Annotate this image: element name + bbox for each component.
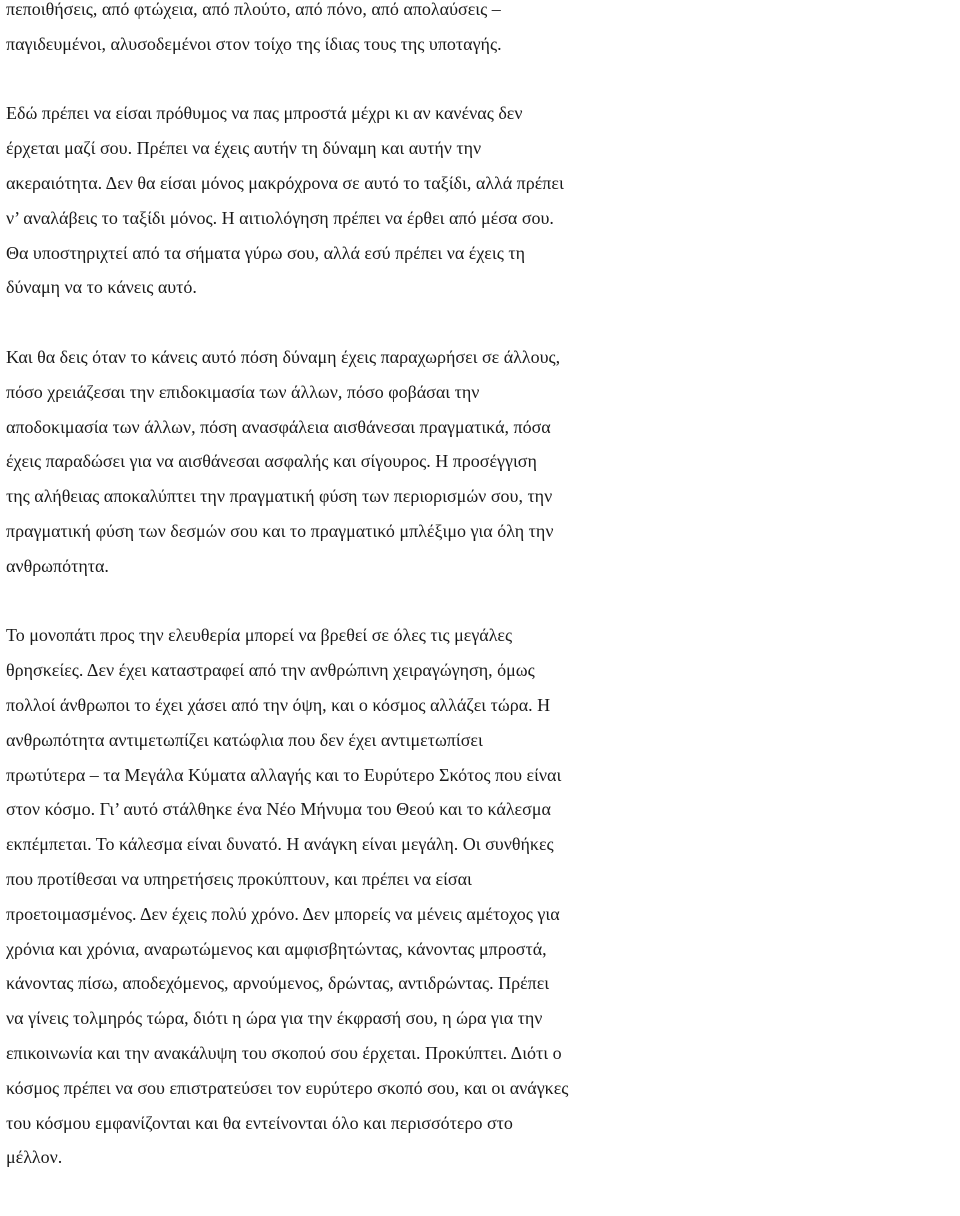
text-line: Θα υποστηριχτεί από τα σήματα γύρω σου, αλλά εσύ πρέπει να έχεις τη xyxy=(6,242,525,263)
text-line: πολλοί άνθρωποι το έχει χάσει από την όψη, και ο κόσμος αλλάζει τώρα. Η xyxy=(6,694,551,715)
text-line: αποδοκιμασία των άλλων, πόση ανασφάλεια αισθάνεσαι πραγματικά, πόσα xyxy=(6,416,551,437)
text-line: έρχεται μαζί σου. Πρέπει να έχεις αυτήν τη δύναμη και αυτήν την xyxy=(6,138,482,159)
paragraph-gap xyxy=(6,584,956,619)
text-line: εκπέμπεται. Το κάλεσμα είναι δυνατό. Η ανάγκη είναι μεγάλη. Οι συνθήκες xyxy=(6,834,554,855)
text-line: πρωτύτερα – τα Μεγάλα Κύματα αλλαγής και το Ευρύτερο Σκότος που είναι xyxy=(6,764,562,785)
text-line: Εδώ πρέπει να είσαι πρόθυμος να πας μπροστά μέχρι κι αν κανένας δεν xyxy=(6,103,523,124)
text-line: παγιδευμένοι, αλυσοδεμένοι στον τοίχο της ίδιας τους της υποταγής. xyxy=(6,33,502,54)
text-line: της αλήθειας αποκαλύπτει την πραγματική φύση των περιορισμών σου, την xyxy=(6,486,553,507)
text-line: πραγματική φύση των δεσμών σου και το πραγματικό μπλέξιμο για όλη την xyxy=(6,520,554,541)
paragraph-3 xyxy=(6,340,956,584)
document-page xyxy=(6,0,956,1175)
text-line: ανθρωπότητα. xyxy=(6,555,109,576)
text-line: κόσμος πρέπει να σου επιστρατεύσει τον ευρύτερο σκοπό σου, και οι ανάγκες xyxy=(6,1077,569,1098)
text-line: δύναμη να το κάνεις αυτό. xyxy=(6,277,197,298)
text-line: θρησκείες. Δεν έχει καταστραφεί από την ανθρώπινη χειραγώγηση, όμως xyxy=(6,660,535,681)
text-line: ανθρωπότητα αντιμετωπίζει κατώφλια που δεν έχει αντιμετωπίσει xyxy=(6,729,483,750)
text-line: έχεις παραδώσει για να αισθάνεσαι ασφαλής και σίγουρος. Η προσέγγιση xyxy=(6,451,537,472)
text-line: ν’ αναλάβεις το ταξίδι μόνος. Η αιτιολόγηση πρέπει να έρθει από μέσα σου. xyxy=(6,207,554,228)
text-line: να γίνεις τολμηρός τώρα, διότι η ώρα για την έκφρασή σου, η ώρα για την xyxy=(6,1008,543,1029)
paragraph-gap xyxy=(6,305,956,340)
text-line: προετοιμασμένος. Δεν έχεις πολύ χρόνο. Δεν μπορείς να μένεις αμέτοχος για xyxy=(6,903,560,924)
text-line: χρόνια και χρόνια, αναρωτώμενος και αμφισβητώντας, κάνοντας μπροστά, xyxy=(6,938,547,959)
text-line: πόσο χρειάζεσαι την επιδοκιμασία των άλλων, πόσο φοβάσαι την xyxy=(6,381,480,402)
text-line: Και θα δεις όταν το κάνεις αυτό πόση δύναμη έχεις παραχωρήσει σε άλλους, xyxy=(6,346,561,367)
text-line: πεποιθήσεις, από φτώχεια, από πλούτο, από πόνο, από απολαύσεις – xyxy=(6,0,501,19)
paragraph-1 xyxy=(6,0,956,62)
text-line: που προτίθεσαι να υπηρετήσεις προκύπτουν, και πρέπει να είσαι xyxy=(6,868,472,889)
paragraph-gap xyxy=(6,62,956,97)
text-line: κάνοντας πίσω, αποδεχόμενος, αρνούμενος, δρώντας, αντιδρώντας. Πρέπει xyxy=(6,973,550,994)
paragraph-4 xyxy=(6,618,956,1175)
text-line: μέλλον. xyxy=(6,1147,63,1168)
text-line: επικοινωνία και την ανακάλυψη του σκοπού σου έρχεται. Προκύπτει. Διότι ο xyxy=(6,1042,562,1063)
text-line: ακεραιότητα. Δεν θα είσαι μόνος μακρόχρονα σε αυτό το ταξίδι, αλλά πρέπει xyxy=(6,172,564,193)
text-line: στον κόσμο. Γι’ αυτό στάλθηκε ένα Νέο Μήνυμα του Θεού και το κάλεσμα xyxy=(6,799,551,820)
paragraph-2 xyxy=(6,96,956,305)
text-line: του κόσμου εμφανίζονται και θα εντείνονται όλο και περισσότερο στο xyxy=(6,1112,513,1133)
text-line: Το μονοπάτι προς την ελευθερία μπορεί να βρεθεί σε όλες τις μεγάλες xyxy=(6,625,513,646)
